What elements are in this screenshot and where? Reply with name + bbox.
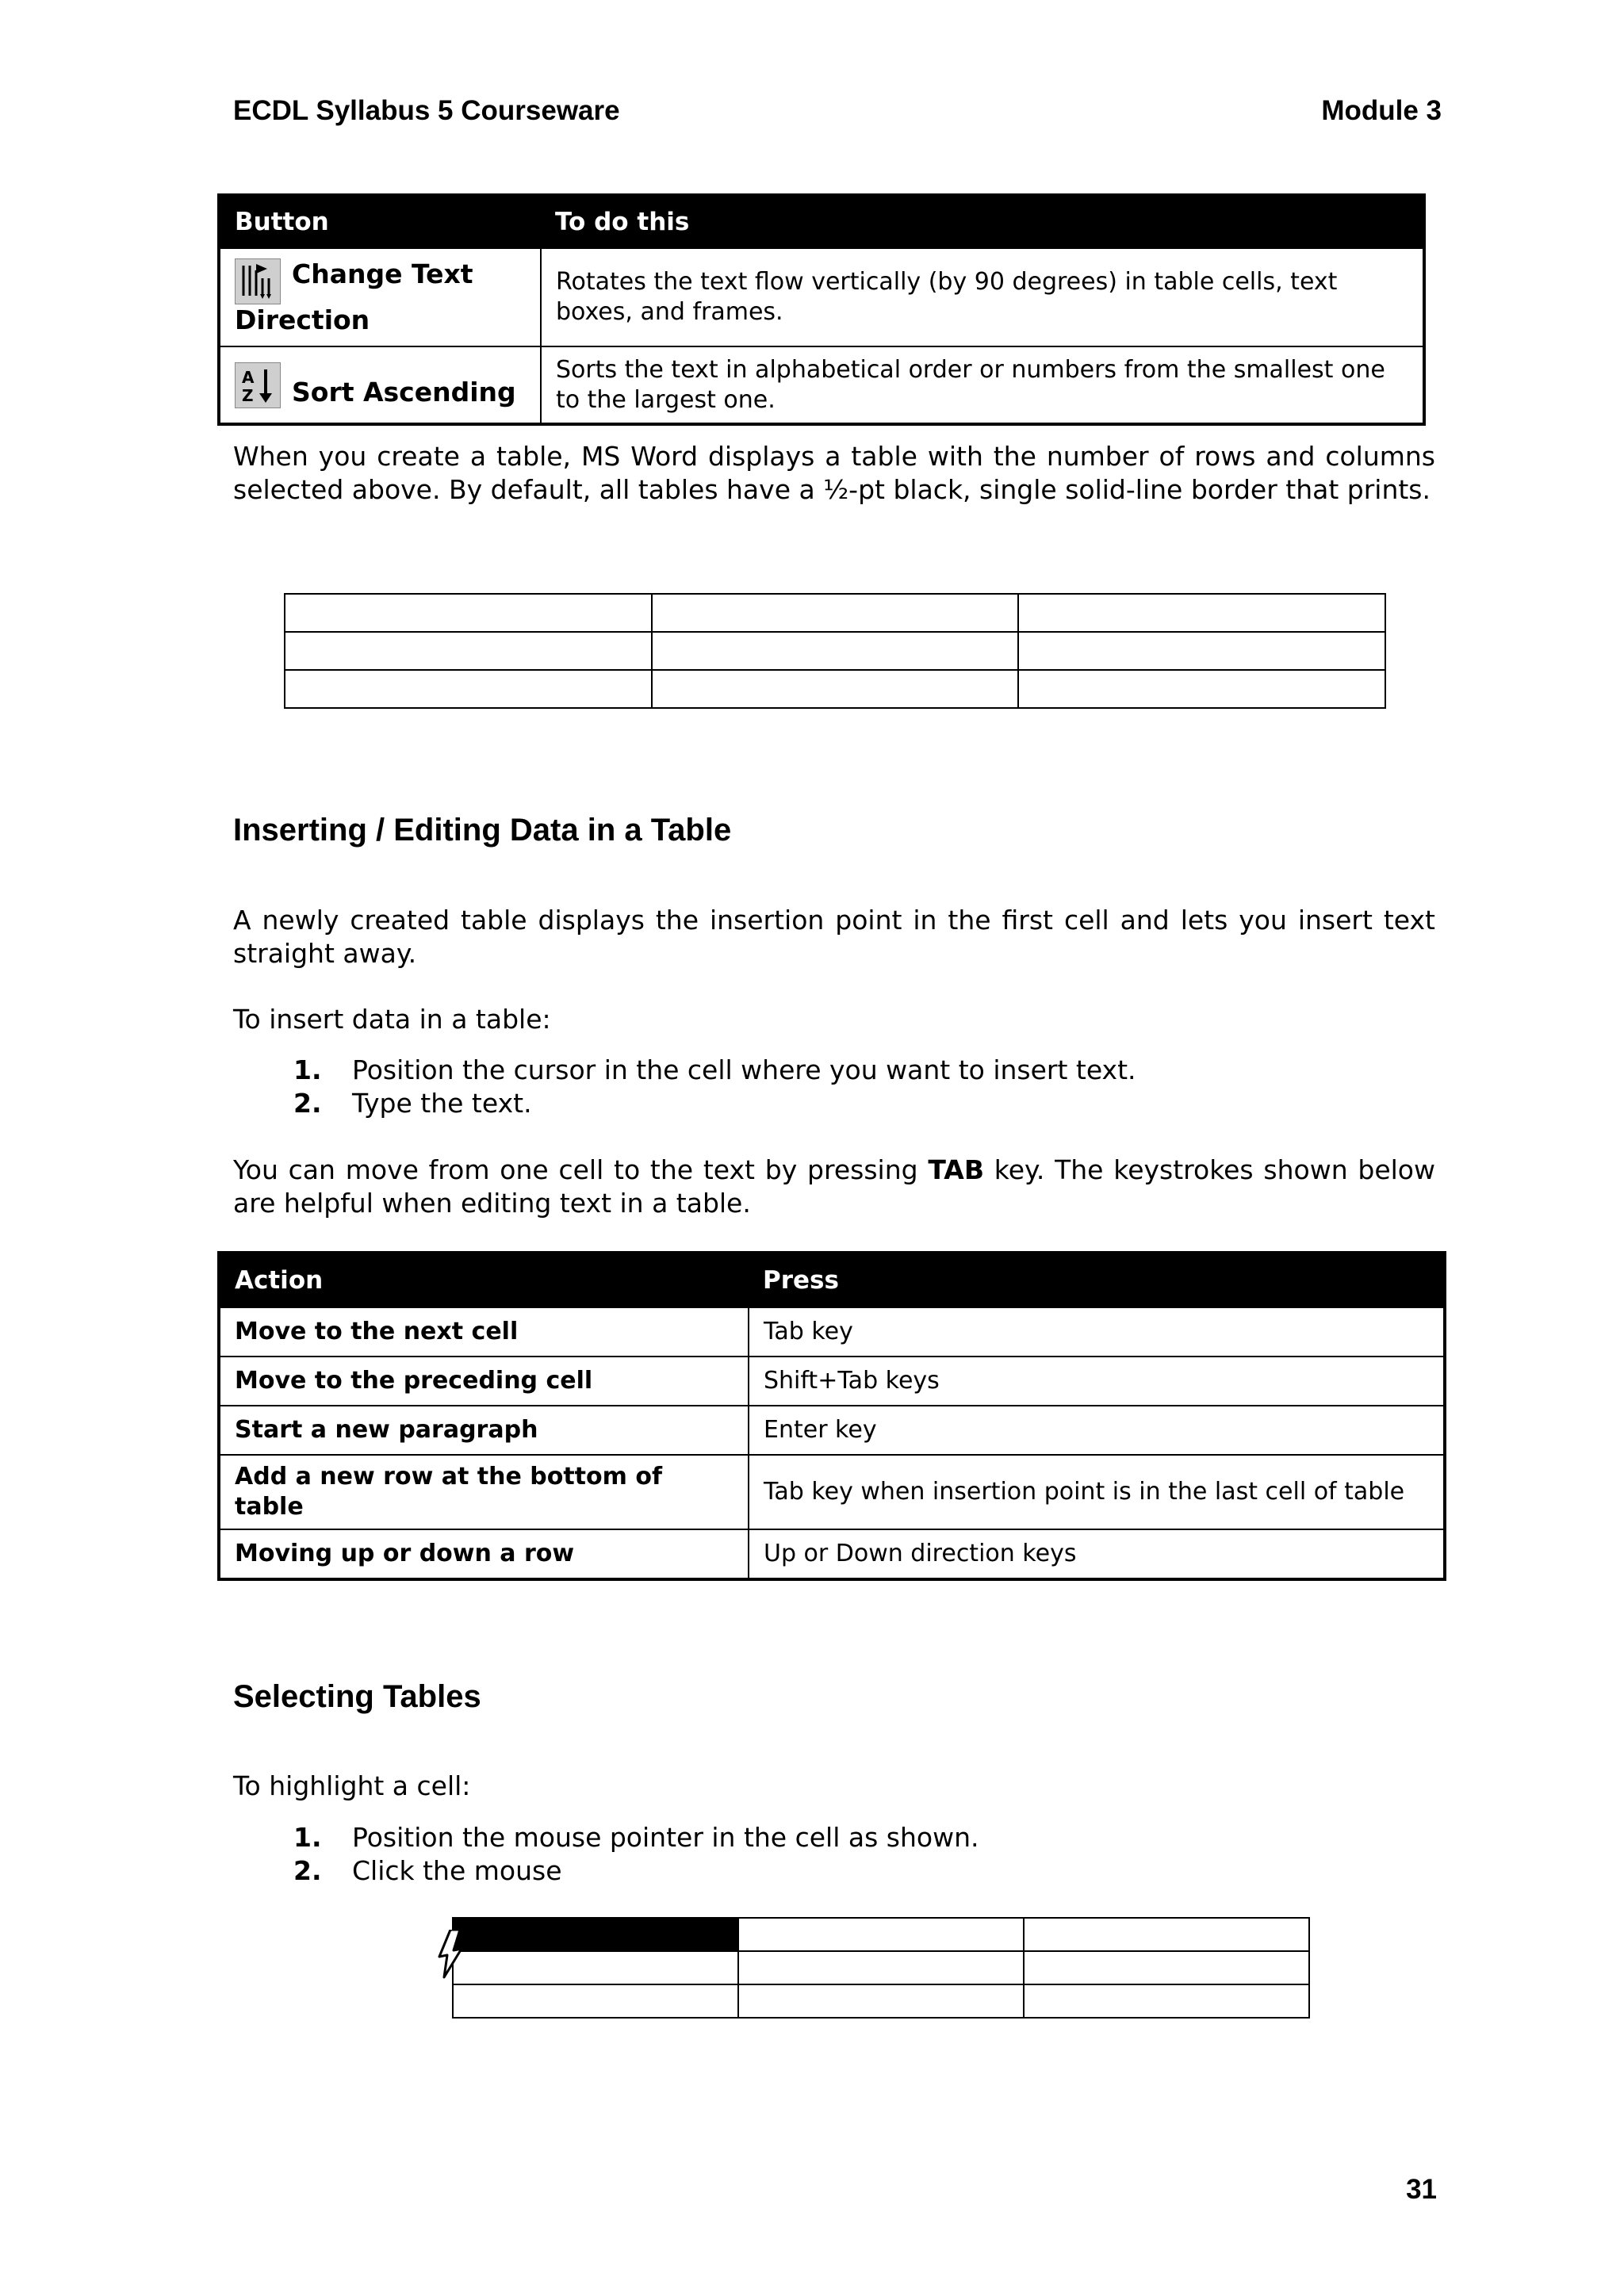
- step-text: Type the text.: [352, 1088, 532, 1119]
- paragraph: [233, 1154, 1435, 1220]
- press-cell: Tab key: [749, 1307, 1445, 1357]
- table-cell: [1018, 594, 1385, 632]
- step-number: 1.: [293, 1054, 322, 1085]
- press-cell: Tab key when insertion point is in the last cell of table: [749, 1455, 1445, 1529]
- table-cell: [652, 632, 1019, 670]
- action-cell: Move to the next cell: [219, 1307, 749, 1357]
- table-cell: [453, 1951, 738, 1984]
- table-header-row: [219, 1253, 1445, 1307]
- action-cell: Move to the preceding cell: [219, 1357, 749, 1406]
- step-number: 1.: [293, 1822, 322, 1853]
- list-item: [293, 1854, 979, 1888]
- table-cell: [1024, 1918, 1309, 1951]
- paragraph-text: You can move from one cell to the text by pressing: [233, 1154, 929, 1185]
- header-module: Module 3: [1321, 95, 1442, 126]
- table-cell: [1018, 670, 1385, 708]
- step-text: Click the mouse: [352, 1855, 562, 1886]
- button-label: Direction: [235, 304, 370, 335]
- paragraph: To highlight a cell:: [233, 1770, 471, 1801]
- table-cell: [738, 1918, 1024, 1951]
- selected-cell: [453, 1918, 738, 1951]
- table-cell: [285, 670, 652, 708]
- table-row: [219, 1307, 1445, 1357]
- table-cell: [453, 1984, 738, 2018]
- description-cell: Rotates the text flow vertically (by 90 degrees) in table cells, text boxes, and frames.: [541, 248, 1424, 346]
- action-cell: Moving up or down a row: [219, 1529, 749, 1579]
- table-row: [219, 346, 1424, 424]
- step-list: [293, 1054, 1136, 1120]
- table-row: [219, 1455, 1445, 1529]
- table-row: [219, 1406, 1445, 1455]
- list-item: [293, 1821, 979, 1854]
- keystroke-table: [217, 1251, 1446, 1581]
- paragraph-text: key. The keystrokes shown below are helpful when editing text in a table.: [233, 1154, 1435, 1219]
- table-cell: [738, 1951, 1024, 1984]
- cell-select-pointer-icon: [435, 1930, 466, 1984]
- column-header: Button: [219, 195, 541, 248]
- table-cell: [652, 670, 1019, 708]
- paragraph: To insert data in a table:: [233, 1004, 551, 1035]
- section-heading: Selecting Tables: [233, 1679, 481, 1714]
- key-name: TAB: [928, 1154, 984, 1185]
- sample-empty-table: [284, 593, 1386, 709]
- table-cell: [1024, 1951, 1309, 1984]
- list-item: [293, 1087, 1136, 1120]
- step-number: 2.: [293, 1855, 322, 1886]
- button-cell: [219, 248, 541, 346]
- step-text: Position the cursor in the cell where you want to insert text.: [352, 1054, 1136, 1085]
- button-label: Change Text: [292, 258, 473, 289]
- description-cell: Sorts the text in alphabetical order or numbers from the smallest one to the largest one.: [541, 346, 1424, 424]
- svg-text:Z: Z: [242, 385, 254, 405]
- svg-text:A: A: [242, 367, 255, 387]
- table-cell: [738, 1984, 1024, 2018]
- selection-example-table: [452, 1917, 1310, 2019]
- step-text: Position the mouse pointer in the cell as shown.: [352, 1822, 979, 1853]
- list-item: [293, 1054, 1136, 1087]
- intro-paragraph: When you create a table, MS Word displays a table with the number of rows and columns selected above. By default, all tables have a ½-pt black, single solid-line border that prints.: [233, 441, 1435, 505]
- action-cell: Start a new paragraph: [219, 1406, 749, 1455]
- column-header: To do this: [541, 195, 1424, 248]
- button-label: Sort Ascending: [292, 376, 516, 408]
- sort-ascending-icon: [235, 362, 281, 408]
- press-cell: Up or Down direction keys: [749, 1529, 1445, 1579]
- table-cell: [285, 632, 652, 670]
- table-header-row: [219, 195, 1424, 248]
- table-cell: [1024, 1984, 1309, 2018]
- paragraph: A newly created table displays the insertion point in the first cell and lets you insert text straight away.: [233, 905, 1435, 969]
- table-cell: [1018, 632, 1385, 670]
- press-cell: Shift+Tab keys: [749, 1357, 1445, 1406]
- table-cell: [285, 594, 652, 632]
- column-header: Action: [219, 1253, 749, 1307]
- table-cell: [652, 594, 1019, 632]
- step-number: 2.: [293, 1088, 322, 1119]
- press-cell: Enter key: [749, 1406, 1445, 1455]
- table-row: [219, 1357, 1445, 1406]
- section-heading: Inserting / Editing Data in a Table: [233, 813, 732, 848]
- table-row: [219, 1529, 1445, 1579]
- action-cell: Add a new row at the bottom of table: [219, 1455, 749, 1529]
- step-list: [293, 1821, 979, 1888]
- table-row: [219, 248, 1424, 346]
- column-header: Press: [749, 1253, 1445, 1307]
- button-table: [217, 193, 1426, 426]
- button-cell: [219, 346, 541, 424]
- header-title: ECDL Syllabus 5 Courseware: [233, 95, 620, 126]
- change-text-direction-icon: [235, 258, 281, 304]
- page-number: 31: [1406, 2174, 1437, 2205]
